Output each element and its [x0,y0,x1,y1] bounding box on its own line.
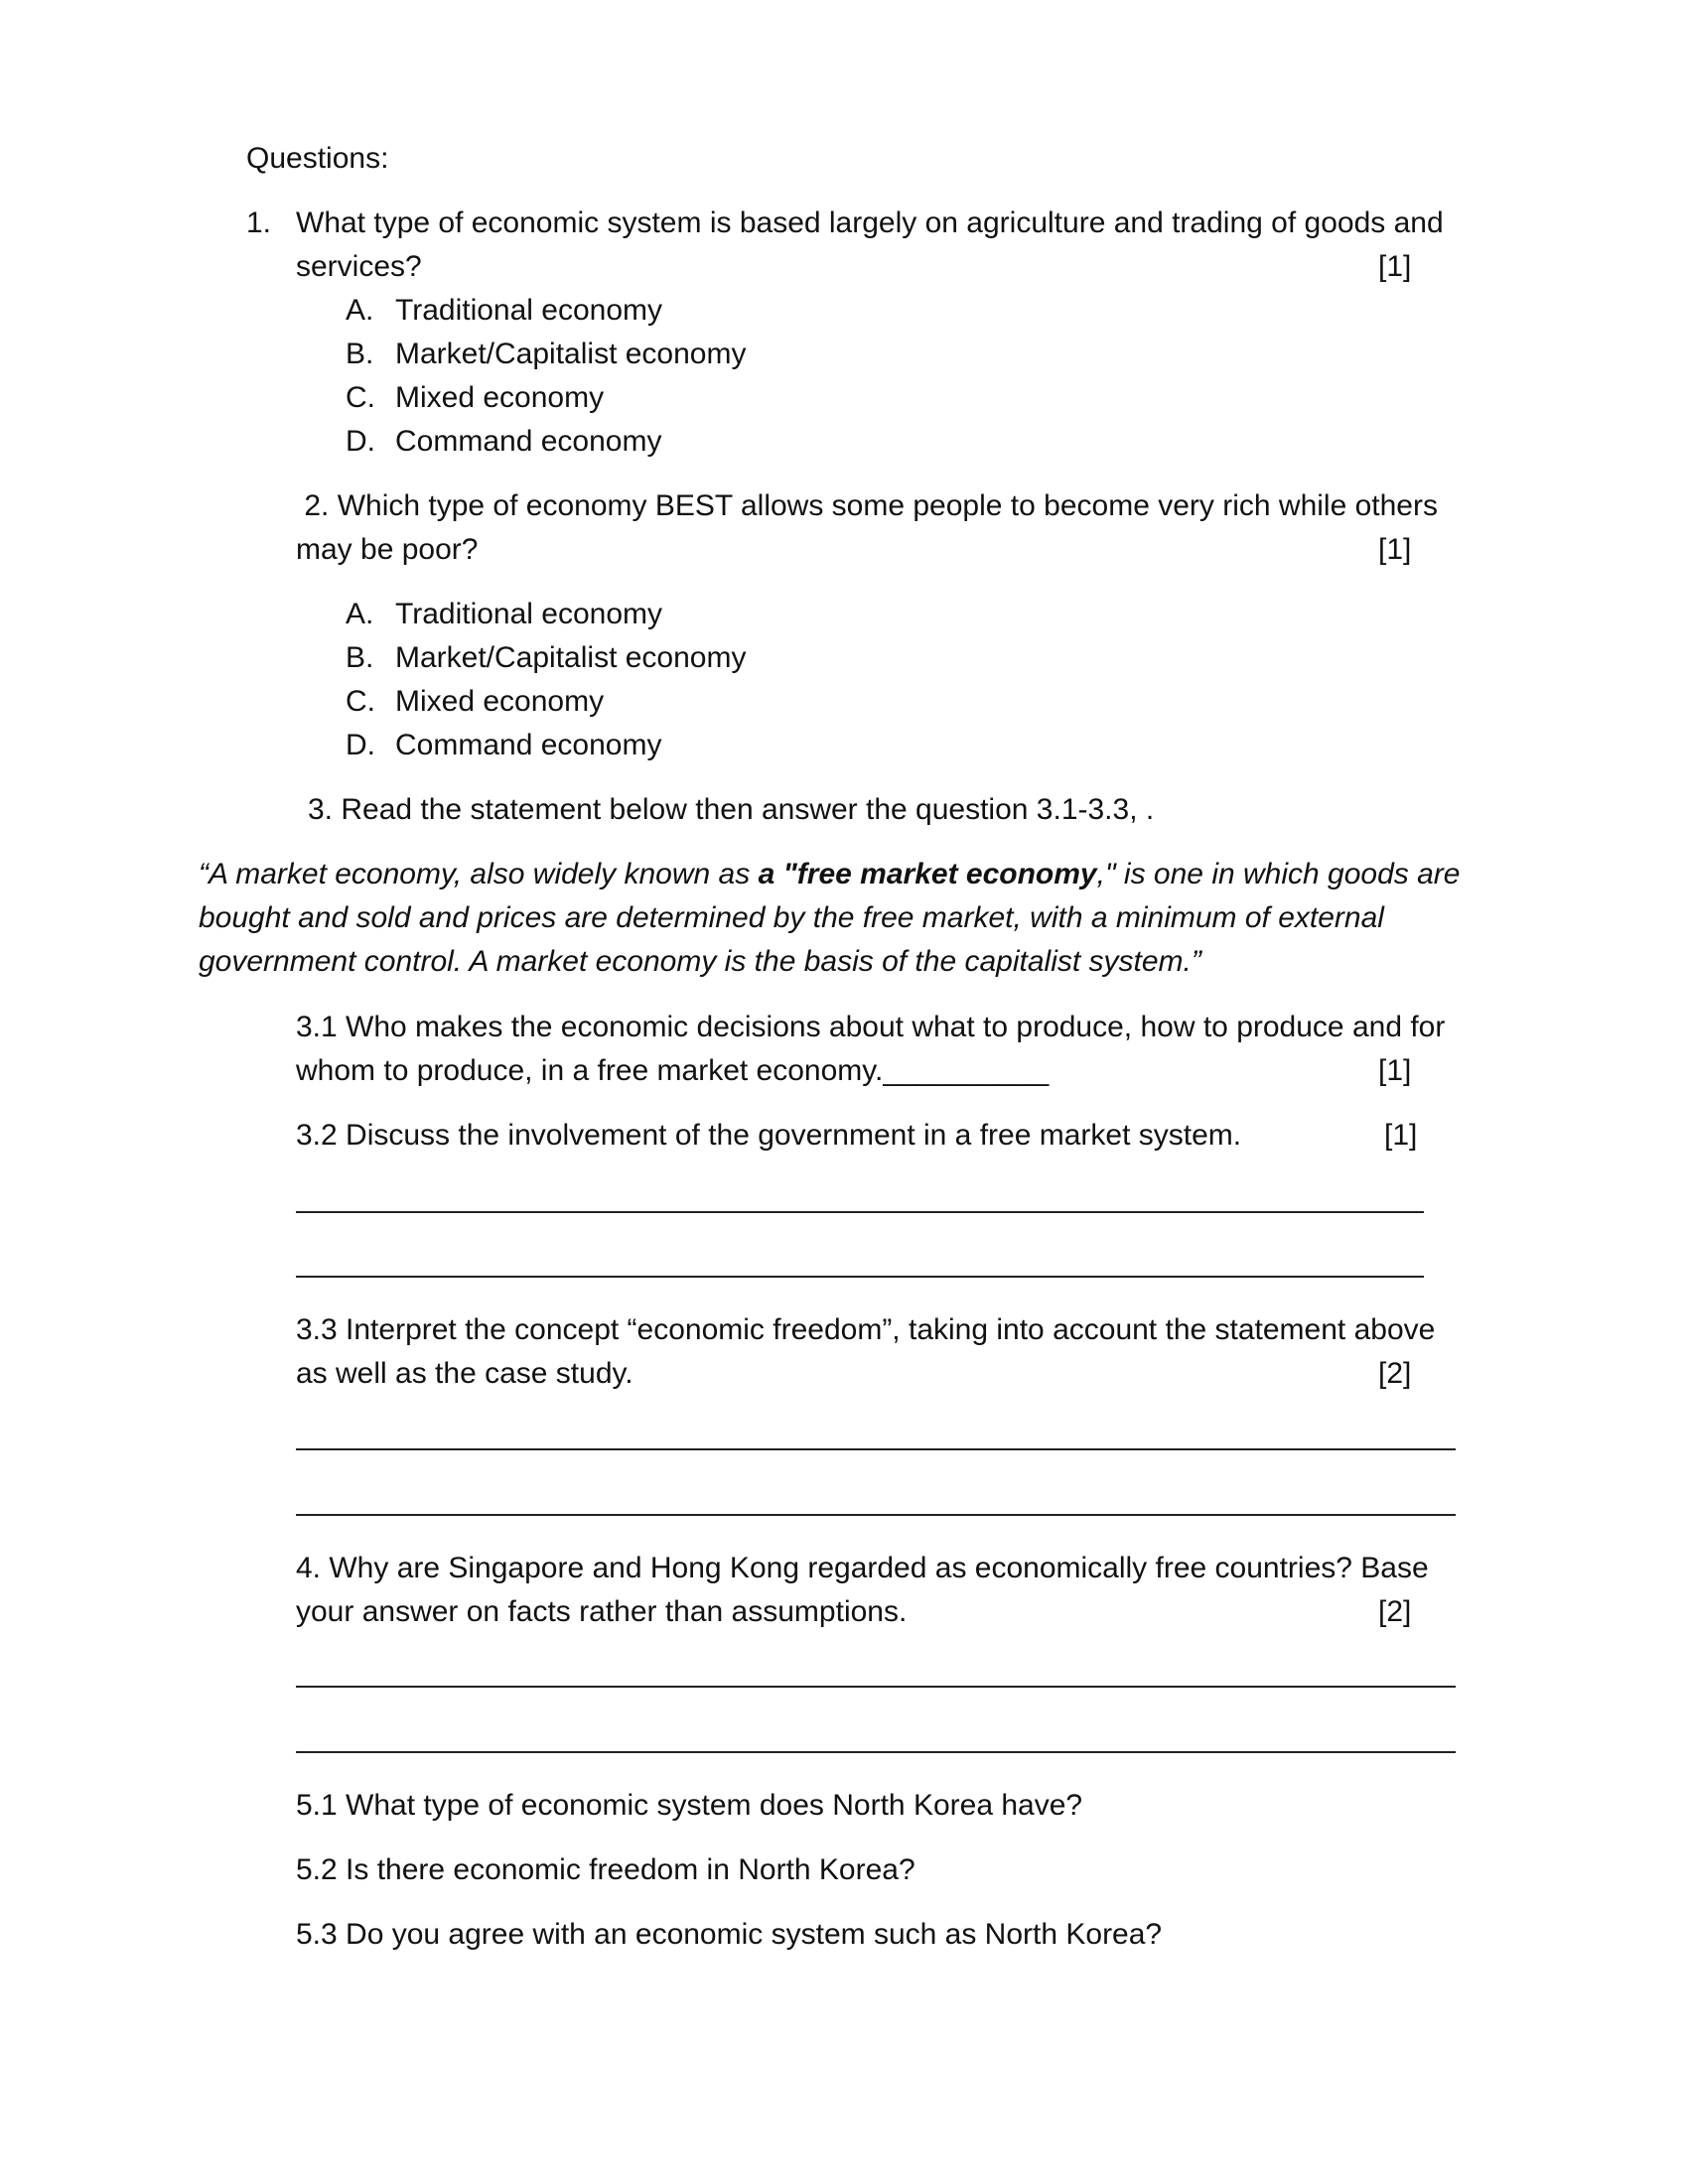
question-1-option-b-text: Market/Capitalist economy [395,338,747,370]
question-3-1-text-line1: 3.1 Who makes the economic decisions about what to produce, how to produce and for [296,1011,1446,1043]
question-1-option-c-text: Mixed economy [395,381,605,414]
question-2-text-line2: may be poor? [296,533,479,566]
question-2-option-a-letter: A. [346,598,374,630]
quote-text-bold: a "free market economy [758,858,1097,890]
question-4-marks: [2] [1378,1595,1412,1628]
quote-text-end: ," is one in which goods are bought and sold and prices are determined by the free market, with a minimum of external government control. A market economy is the basis of the capitalist system.” [199,858,1461,978]
question-2-option-a-text: Traditional economy [395,598,663,630]
question-2-option-c-text: Mixed economy [395,685,605,718]
question-3-1-text-line2: whom to produce, in a free market economy.__________ [296,1054,1050,1087]
question-5-3-text: 5.3 Do you agree with an economic system such as North Korea? [296,1918,1163,1951]
question-4-text-line1: 4. Why are Singapore and Hong Kong regarded as economically free countries? Base [296,1552,1429,1584]
question-2-marks: [1] [1378,533,1412,566]
question-3-2-text: 3.2 Discuss the involvement of the government in a free market system. [296,1119,1242,1152]
question-2-text-line1: 2. Which type of economy BEST allows some people to become very rich while others [296,489,1438,522]
answer-line-3-2-a[interactable] [296,1211,1424,1213]
question-2-option-b-text: Market/Capitalist economy [395,641,747,674]
page-heading: Questions: [246,142,389,175]
question-3-3-text-line2: as well as the case study. [296,1357,633,1390]
question-5-2-text: 5.2 Is there economic freedom in North Korea? [296,1853,915,1886]
question-1-text-line1: What type of economic system is based largely on agriculture and trading of goods and [296,206,1444,239]
answer-line-3-2-b[interactable] [296,1276,1424,1278]
question-5-1-text: 5.1 What type of economic system does North Korea have? [296,1789,1083,1822]
case-statement-quote [199,853,1509,984]
question-1-option-a-text: Traditional economy [395,294,663,327]
question-3-3-marks: [2] [1378,1357,1412,1390]
question-1-option-d-text: Command economy [395,425,662,458]
question-1-option-b-letter: B. [346,338,374,370]
question-3-2-marks: [1] [1384,1119,1418,1152]
quote-text-start: “A market economy, also widely known as [199,858,759,890]
question-3-1-marks: [1] [1378,1054,1412,1087]
question-1-marks: [1] [1378,250,1412,283]
question-1-option-a-letter: A. [346,294,374,327]
question-2-option-d-letter: D. [346,729,375,761]
question-2-option-b-letter: B. [346,641,374,674]
question-1-option-d-letter: D. [346,425,375,458]
answer-line-3-3-b[interactable] [296,1514,1456,1516]
question-4-text-line2: your answer on facts rather than assumptions. [296,1595,908,1628]
answer-line-4-b[interactable] [296,1751,1456,1753]
question-1-text-line2: services? [296,250,422,283]
answer-line-3-3-a[interactable] [296,1448,1456,1450]
question-1-option-c-letter: C. [346,381,375,414]
answer-line-4-a[interactable] [296,1686,1456,1688]
question-3-3-text-line1: 3.3 Interpret the concept “economic freedom”, taking into account the statement above [296,1313,1436,1346]
question-1-number: 1. [246,206,272,239]
question-2-option-c-letter: C. [346,685,375,718]
question-3-intro: 3. Read the statement below then answer the question 3.1-3.3, . [308,793,1155,826]
question-2-option-d-text: Command economy [395,729,662,761]
